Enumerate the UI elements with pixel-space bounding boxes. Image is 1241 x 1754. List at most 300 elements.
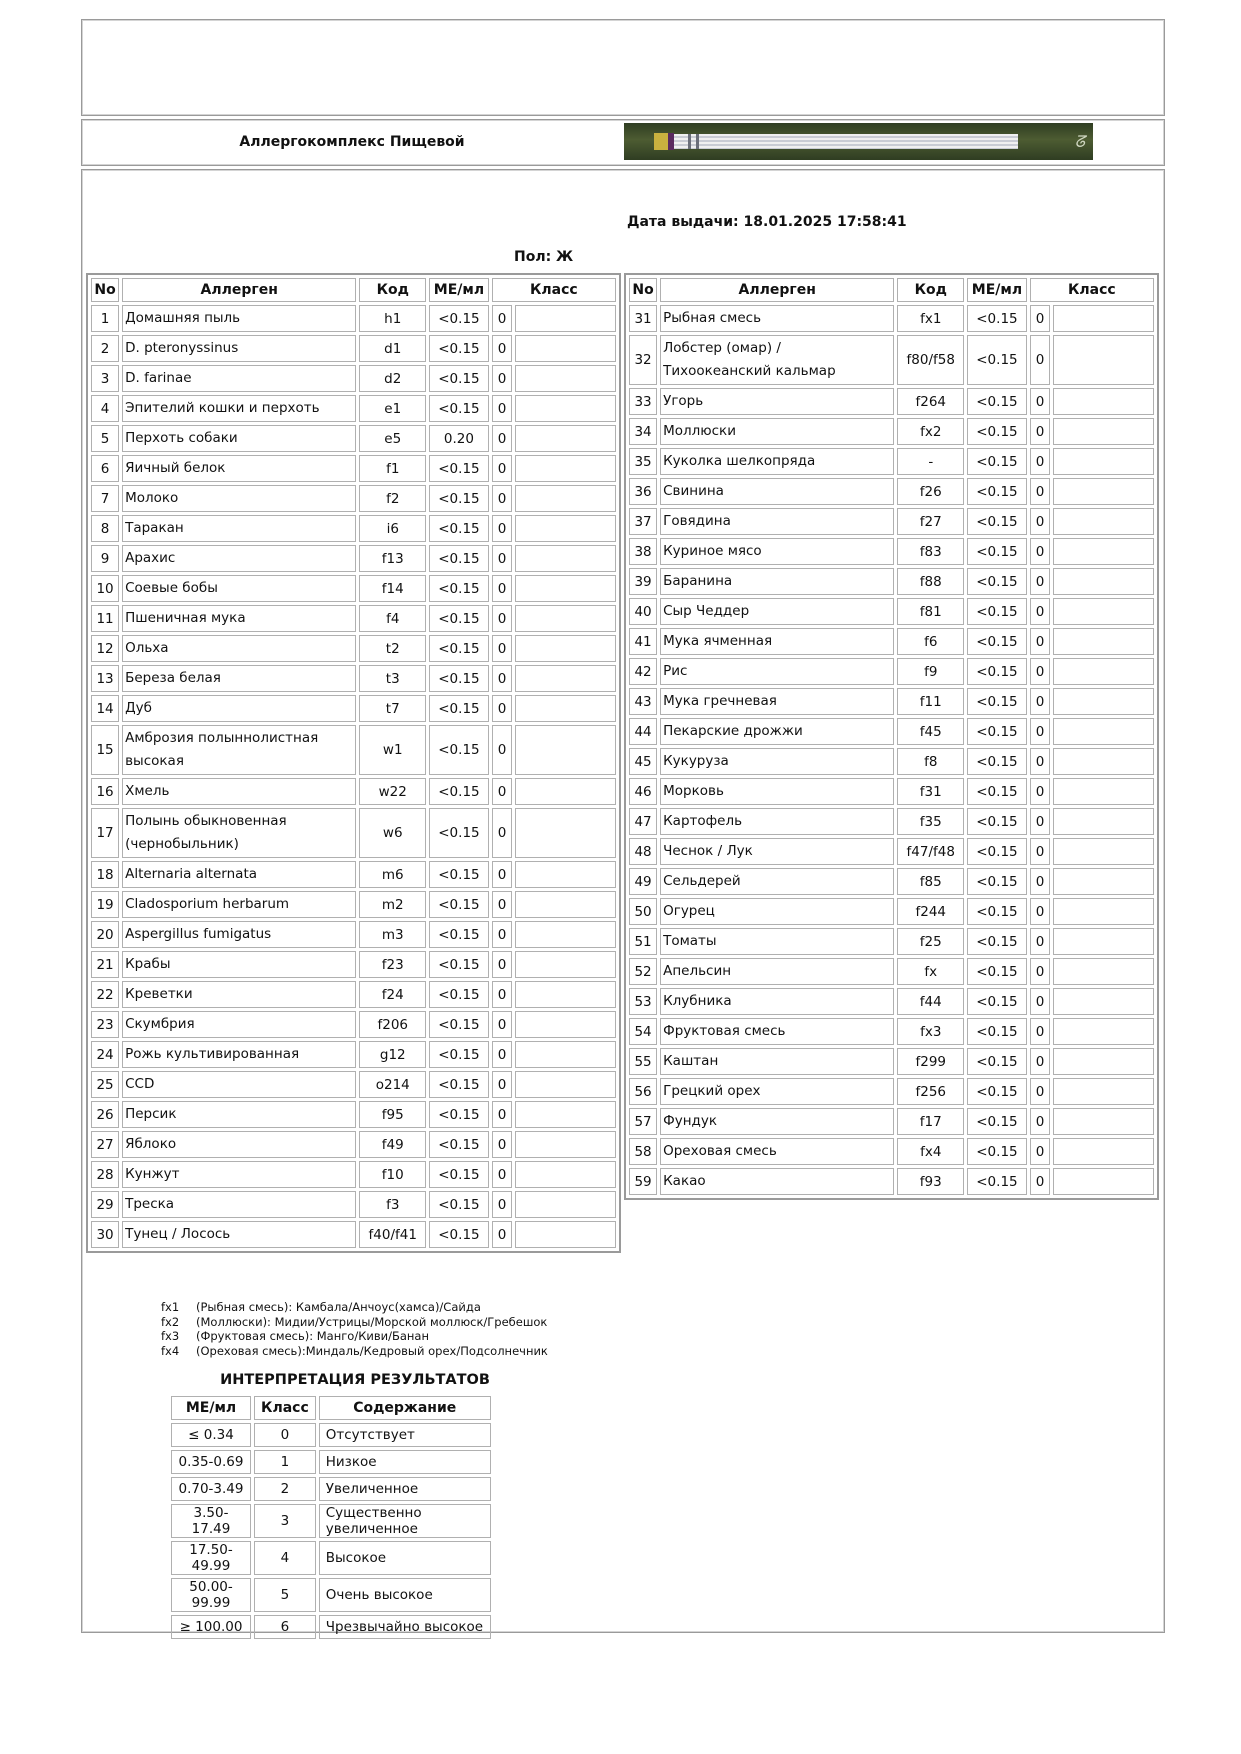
class-bar: [1053, 448, 1154, 475]
results-table-left: [86, 273, 621, 1253]
allergen-class: 0: [492, 485, 513, 512]
interp-range: 0.70-3.49: [171, 1477, 251, 1501]
allergen-value: <0.15: [429, 1191, 489, 1218]
allergen-name: Кунжут: [122, 1161, 356, 1188]
table-row: [91, 725, 616, 775]
strip-membrane: [674, 134, 1018, 149]
interp-content: Существенно увеличенное: [319, 1504, 491, 1538]
class-bar: [1053, 838, 1154, 865]
allergen-name: Мука ячменная: [660, 628, 894, 655]
row-number: 13: [91, 665, 119, 692]
allergen-name: Фундук: [660, 1108, 894, 1135]
allergen-value: <0.15: [429, 335, 489, 362]
row-number: 18: [91, 861, 119, 888]
table-row: [91, 605, 616, 632]
allergen-value: <0.15: [429, 778, 489, 805]
interp-header-unit: МЕ/мл: [171, 1396, 251, 1420]
allergen-name: Хмель: [122, 778, 356, 805]
allergen-class: 0: [492, 425, 513, 452]
table-row: [91, 1101, 616, 1128]
allergen-class: 0: [492, 1131, 513, 1158]
row-number: 43: [629, 688, 657, 715]
class-bar: [1053, 305, 1154, 332]
allergen-code: f4: [359, 605, 426, 632]
allergen-name: Рис: [660, 658, 894, 685]
allergen-value: <0.15: [429, 365, 489, 392]
allergen-class: 0: [1030, 808, 1051, 835]
row-number: 11: [91, 605, 119, 632]
row-number: 27: [91, 1131, 119, 1158]
allergen-name: Ольха: [122, 635, 356, 662]
col-header-no: No: [629, 278, 657, 302]
strip-band: [696, 134, 699, 149]
row-number: 37: [629, 508, 657, 535]
allergen-name: Чеснок / Лук: [660, 838, 894, 865]
row-number: 30: [91, 1221, 119, 1248]
allergen-value: <0.15: [967, 538, 1027, 565]
table-row: [629, 598, 1154, 625]
class-bar: [515, 1041, 616, 1068]
allergen-class: 0: [492, 808, 513, 858]
table-row: [91, 981, 616, 1008]
allergen-name: Моллюски: [660, 418, 894, 445]
table-header-row: [91, 278, 616, 302]
allergen-name: Перхоть собаки: [122, 425, 356, 452]
footnote-code: fx2: [161, 1314, 180, 1329]
allergen-name: Говядина: [660, 508, 894, 535]
table-row: [91, 778, 616, 805]
row-number: 47: [629, 808, 657, 835]
allergen-name: Треска: [122, 1191, 356, 1218]
allergen-value: <0.15: [967, 628, 1027, 655]
allergen-value: <0.15: [429, 1161, 489, 1188]
allergen-class: 0: [1030, 1048, 1051, 1075]
allergen-name: Апельсин: [660, 958, 894, 985]
table-row: [91, 515, 616, 542]
allergen-class: 0: [1030, 598, 1051, 625]
col-header-unit: МЕ/мл: [967, 278, 1027, 302]
row-number: 3: [91, 365, 119, 392]
row-number: 12: [91, 635, 119, 662]
row-number: 8: [91, 515, 119, 542]
allergen-class: 0: [1030, 1138, 1051, 1165]
allergen-value: <0.15: [429, 545, 489, 572]
class-bar: [1053, 598, 1154, 625]
class-bar: [515, 545, 616, 572]
interp-class: 0: [254, 1423, 316, 1447]
class-bar: [1053, 1018, 1154, 1045]
table-row: [629, 388, 1154, 415]
allergen-code: f40/f41: [359, 1221, 426, 1248]
allergen-name: Крабы: [122, 951, 356, 978]
row-number: 28: [91, 1161, 119, 1188]
class-bar: [1053, 1138, 1154, 1165]
table-row: [629, 808, 1154, 835]
allergen-name: Рыбная смесь: [660, 305, 894, 332]
allergen-value: <0.15: [967, 305, 1027, 332]
allergen-value: <0.15: [429, 695, 489, 722]
allergen-name: Пекарские дрожжи: [660, 718, 894, 745]
allergen-class: 0: [492, 951, 513, 978]
allergen-code: f244: [897, 898, 964, 925]
class-bar: [515, 951, 616, 978]
allergen-class: 0: [492, 1191, 513, 1218]
row-number: 26: [91, 1101, 119, 1128]
class-bar: [515, 778, 616, 805]
allergen-name: Сыр Чеддер: [660, 598, 894, 625]
row-number: 20: [91, 921, 119, 948]
table-row: [629, 568, 1154, 595]
class-bar: [515, 395, 616, 422]
col-header-allergen: Аллерген: [660, 278, 894, 302]
allergen-code: g12: [359, 1041, 426, 1068]
allergen-class: 0: [492, 455, 513, 482]
allergen-class: 0: [492, 891, 513, 918]
allergen-code: d1: [359, 335, 426, 362]
allergen-class: 0: [1030, 1078, 1051, 1105]
allergen-class: 0: [492, 1071, 513, 1098]
table-row: [629, 868, 1154, 895]
row-number: 53: [629, 988, 657, 1015]
allergen-code: f264: [897, 388, 964, 415]
allergen-code: w22: [359, 778, 426, 805]
allergen-name: Куриное мясо: [660, 538, 894, 565]
row-number: 17: [91, 808, 119, 858]
interpretation-row: [171, 1615, 491, 1639]
allergen-code: e1: [359, 395, 426, 422]
allergen-code: f17: [897, 1108, 964, 1135]
table-row: [91, 425, 616, 452]
allergen-class: 0: [492, 515, 513, 542]
allergen-code: f6: [897, 628, 964, 655]
allergen-code: e5: [359, 425, 426, 452]
allergen-name: Alternaria alternata: [122, 861, 356, 888]
interp-content: Низкое: [319, 1450, 491, 1474]
class-bar: [1053, 538, 1154, 565]
allergen-name: Персик: [122, 1101, 356, 1128]
allergen-name: Таракан: [122, 515, 356, 542]
table-row: [91, 951, 616, 978]
interp-class: 1: [254, 1450, 316, 1474]
allergen-name: Яблоко: [122, 1131, 356, 1158]
interpretation-row: [171, 1423, 491, 1447]
interp-content: Высокое: [319, 1541, 491, 1575]
allergen-name: Рожь культивированная: [122, 1041, 356, 1068]
row-number: 9: [91, 545, 119, 572]
allergen-value: <0.15: [967, 658, 1027, 685]
interp-content: Очень высокое: [319, 1578, 491, 1612]
allergen-code: fx2: [897, 418, 964, 445]
allergen-value: <0.15: [967, 1018, 1027, 1045]
allergen-class: 0: [1030, 898, 1051, 925]
allergen-name: CCD: [122, 1071, 356, 1098]
class-bar: [515, 725, 616, 775]
class-bar: [515, 891, 616, 918]
row-number: 22: [91, 981, 119, 1008]
row-number: 10: [91, 575, 119, 602]
allergen-name: D. pteronyssinus: [122, 335, 356, 362]
allergen-name: Лобстер (омар) / Тихоокеанский кальмар: [660, 335, 894, 385]
table-row: [629, 688, 1154, 715]
table-row: [629, 928, 1154, 955]
class-bar: [1053, 868, 1154, 895]
row-number: 58: [629, 1138, 657, 1165]
allergen-code: fx: [897, 958, 964, 985]
allergen-name: Баранина: [660, 568, 894, 595]
class-bar: [1053, 988, 1154, 1015]
table-header-row: [629, 278, 1154, 302]
allergen-value: <0.15: [429, 891, 489, 918]
allergen-value: <0.15: [967, 928, 1027, 955]
allergen-code: f14: [359, 575, 426, 602]
table-row: [91, 1131, 616, 1158]
allergen-name: Картофель: [660, 808, 894, 835]
allergen-name: Сельдерей: [660, 868, 894, 895]
footnote-item: [161, 1344, 548, 1359]
allergen-value: <0.15: [429, 1131, 489, 1158]
class-bar: [1053, 658, 1154, 685]
allergen-value: <0.15: [967, 388, 1027, 415]
allergen-class: 0: [492, 695, 513, 722]
table-row: [629, 718, 1154, 745]
allergen-value: <0.15: [967, 1168, 1027, 1195]
class-bar: [515, 1131, 616, 1158]
allergen-value: <0.15: [429, 1041, 489, 1068]
allergen-code: f1: [359, 455, 426, 482]
allergen-name: Домашняя пыль: [122, 305, 356, 332]
allergen-name: Эпителий кошки и перхоть: [122, 395, 356, 422]
col-header-no: No: [91, 278, 119, 302]
row-number: 7: [91, 485, 119, 512]
allergen-class: 0: [492, 981, 513, 1008]
row-number: 31: [629, 305, 657, 332]
interpretation-header-row: [171, 1396, 491, 1420]
class-bar: [515, 981, 616, 1008]
row-number: 38: [629, 538, 657, 565]
allergen-class: 0: [492, 725, 513, 775]
row-number: 50: [629, 898, 657, 925]
allergen-code: f81: [897, 598, 964, 625]
allergen-code: m6: [359, 861, 426, 888]
allergen-value: <0.15: [429, 575, 489, 602]
allergen-name: Пшеничная мука: [122, 605, 356, 632]
allergen-value: <0.15: [967, 568, 1027, 595]
strip-band: [688, 134, 691, 149]
allergen-name: Ореховая смесь: [660, 1138, 894, 1165]
col-header-allergen: Аллерген: [122, 278, 356, 302]
allergen-class: 0: [492, 921, 513, 948]
allergen-code: m3: [359, 921, 426, 948]
footnote-item: [161, 1300, 548, 1315]
allergen-name: Скумбрия: [122, 1011, 356, 1038]
col-header-class: Класс: [492, 278, 616, 302]
class-bar: [515, 575, 616, 602]
interp-range: 17.50-49.99: [171, 1541, 251, 1575]
interp-header-class: Класс: [254, 1396, 316, 1420]
row-number: 2: [91, 335, 119, 362]
class-bar: [515, 365, 616, 392]
allergen-name: Cladosporium herbarum: [122, 891, 356, 918]
table-row: [629, 478, 1154, 505]
allergen-code: t3: [359, 665, 426, 692]
table-row: [629, 1138, 1154, 1165]
allergen-code: f2: [359, 485, 426, 512]
allergen-code: f83: [897, 538, 964, 565]
row-number: 23: [91, 1011, 119, 1038]
allergen-class: 0: [1030, 388, 1051, 415]
allergen-class: 0: [492, 335, 513, 362]
class-bar: [1053, 718, 1154, 745]
interp-class: 3: [254, 1504, 316, 1538]
interp-class: 4: [254, 1541, 316, 1575]
row-number: 46: [629, 778, 657, 805]
allergen-value: <0.15: [429, 861, 489, 888]
row-number: 6: [91, 455, 119, 482]
allergen-value: <0.15: [967, 448, 1027, 475]
row-number: 16: [91, 778, 119, 805]
allergen-value: <0.15: [429, 485, 489, 512]
allergen-code: f95: [359, 1101, 426, 1128]
allergen-class: 0: [1030, 568, 1051, 595]
allergen-value: <0.15: [429, 725, 489, 775]
allergen-code: -: [897, 448, 964, 475]
allergen-value: <0.15: [967, 808, 1027, 835]
allergen-value: 0.20: [429, 425, 489, 452]
table-row: [629, 1168, 1154, 1195]
panel-title: Аллергокомплекс Пищевой: [239, 134, 465, 150]
footnote-item: [161, 1315, 548, 1330]
allergen-code: f206: [359, 1011, 426, 1038]
allergen-code: f35: [897, 808, 964, 835]
footnote-code: fx3: [161, 1329, 180, 1343]
allergen-code: fx1: [897, 305, 964, 332]
interpretation-row: [171, 1477, 491, 1501]
class-bar: [1053, 688, 1154, 715]
allergen-code: t2: [359, 635, 426, 662]
allergen-code: f80/f58: [897, 335, 964, 385]
row-number: 36: [629, 478, 657, 505]
footnote-text: (Фруктовая смесь): Манго/Киви/Банан: [196, 1329, 429, 1343]
allergen-class: 0: [1030, 778, 1051, 805]
allergen-class: 0: [1030, 988, 1051, 1015]
interp-class: 2: [254, 1477, 316, 1501]
table-row: [629, 1078, 1154, 1105]
class-bar: [1053, 508, 1154, 535]
allergen-code: f47/f48: [897, 838, 964, 865]
table-row: [91, 695, 616, 722]
table-row: [629, 958, 1154, 985]
table-row: [91, 1071, 616, 1098]
allergen-class: 0: [492, 545, 513, 572]
allergen-code: f27: [897, 508, 964, 535]
allergen-code: w1: [359, 725, 426, 775]
allergen-value: <0.15: [967, 958, 1027, 985]
allergen-name: Мука гречневая: [660, 688, 894, 715]
col-header-unit: МЕ/мл: [429, 278, 489, 302]
allergen-class: 0: [1030, 658, 1051, 685]
allergen-name: Береза белая: [122, 665, 356, 692]
allergen-name: Каштан: [660, 1048, 894, 1075]
class-bar: [1053, 1078, 1154, 1105]
allergen-value: <0.15: [429, 395, 489, 422]
allergen-class: 0: [1030, 1108, 1051, 1135]
class-bar: [1053, 335, 1154, 385]
strip-handwritten-mark: ᘔ: [1074, 132, 1085, 151]
allergen-class: 0: [492, 778, 513, 805]
allergen-code: f23: [359, 951, 426, 978]
allergen-code: f31: [897, 778, 964, 805]
allergen-code: i6: [359, 515, 426, 542]
allergen-class: 0: [1030, 538, 1051, 565]
allergen-code: f25: [897, 928, 964, 955]
row-number: 29: [91, 1191, 119, 1218]
row-number: 48: [629, 838, 657, 865]
allergen-code: m2: [359, 891, 426, 918]
allergen-value: <0.15: [429, 808, 489, 858]
table-row: [91, 1011, 616, 1038]
row-number: 19: [91, 891, 119, 918]
table-row: [629, 1048, 1154, 1075]
allergen-name: Огурец: [660, 898, 894, 925]
allergen-name: Угорь: [660, 388, 894, 415]
table-row: [91, 635, 616, 662]
row-number: 24: [91, 1041, 119, 1068]
allergen-value: <0.15: [429, 455, 489, 482]
class-bar: [515, 425, 616, 452]
interp-header-content: Содержание: [319, 1396, 491, 1420]
allergen-code: f49: [359, 1131, 426, 1158]
allergen-name: Тунец / Лосось: [122, 1221, 356, 1248]
allergen-class: 0: [1030, 418, 1051, 445]
interp-range: 3.50-17.49: [171, 1504, 251, 1538]
allergen-code: f93: [897, 1168, 964, 1195]
allergen-class: 0: [1030, 305, 1051, 332]
interp-class: 6: [254, 1615, 316, 1639]
interpretation-row: [171, 1450, 491, 1474]
header-blank-area: [81, 19, 1165, 116]
class-bar: [1053, 1168, 1154, 1195]
row-number: 56: [629, 1078, 657, 1105]
allergen-name: Свинина: [660, 478, 894, 505]
allergen-code: w6: [359, 808, 426, 858]
row-number: 4: [91, 395, 119, 422]
allergen-value: <0.15: [429, 1011, 489, 1038]
allergen-class: 0: [492, 575, 513, 602]
row-number: 1: [91, 305, 119, 332]
class-bar: [515, 921, 616, 948]
class-bar: [515, 485, 616, 512]
allergen-value: <0.15: [429, 665, 489, 692]
allergen-value: <0.15: [429, 305, 489, 332]
row-number: 32: [629, 335, 657, 385]
class-bar: [515, 808, 616, 858]
class-bar: [515, 1101, 616, 1128]
footnote-code: fx4: [161, 1343, 180, 1358]
allergen-code: o214: [359, 1071, 426, 1098]
allergen-value: <0.15: [967, 508, 1027, 535]
class-bar: [1053, 1048, 1154, 1075]
allergen-class: 0: [492, 635, 513, 662]
allergen-class: 0: [492, 1161, 513, 1188]
row-number: 55: [629, 1048, 657, 1075]
allergen-value: <0.15: [967, 598, 1027, 625]
allergen-code: f24: [359, 981, 426, 1008]
table-row: [91, 1041, 616, 1068]
allergen-name: Арахис: [122, 545, 356, 572]
allergen-name: D. farinae: [122, 365, 356, 392]
class-bar: [515, 635, 616, 662]
col-header-class: Класс: [1030, 278, 1154, 302]
